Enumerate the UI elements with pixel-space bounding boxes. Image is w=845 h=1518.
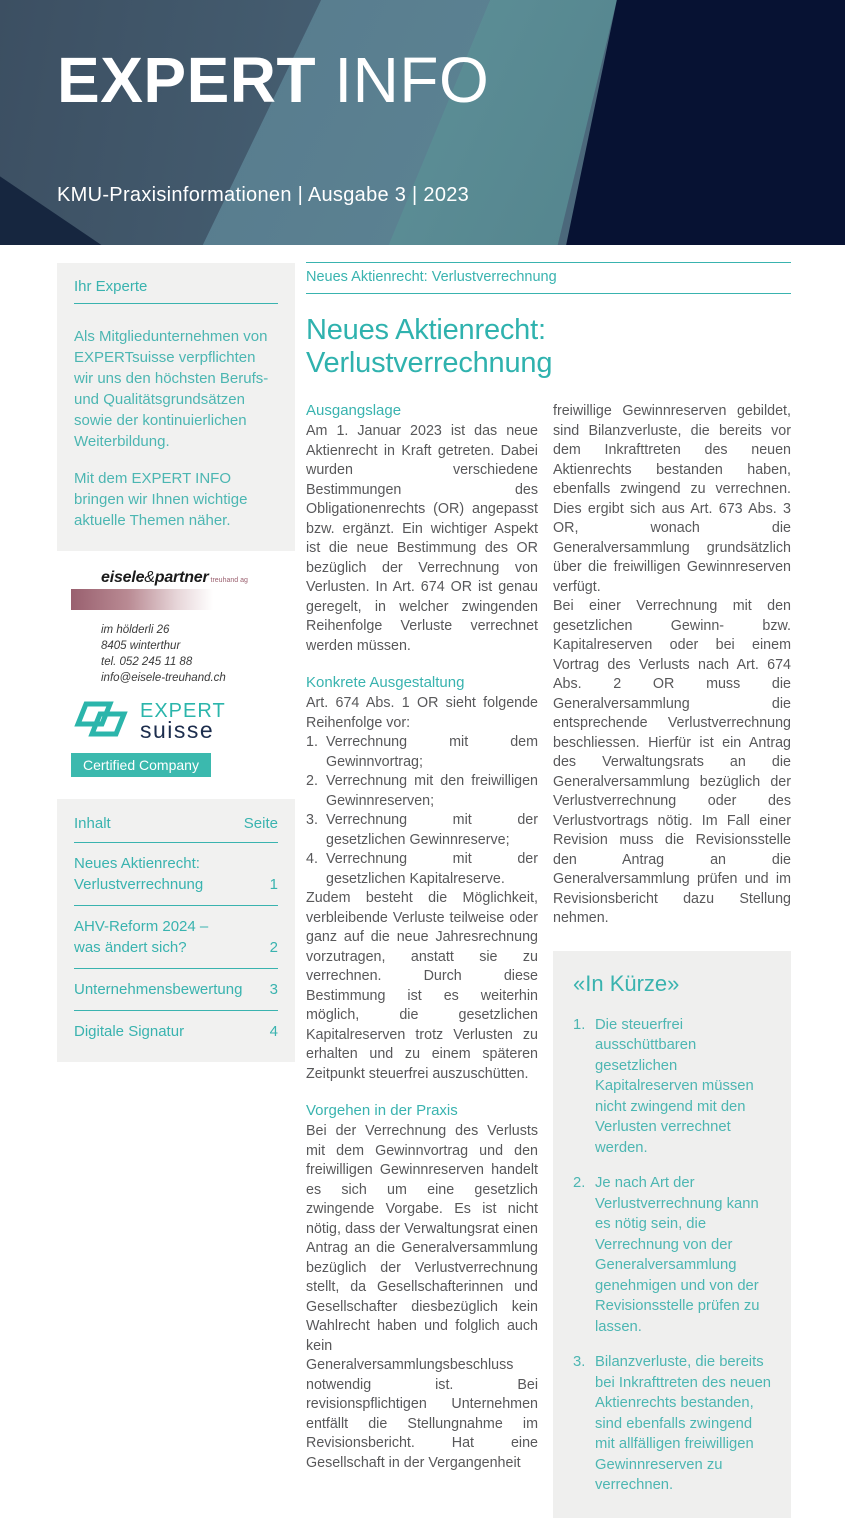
- toc-page-number: 3: [269, 981, 278, 998]
- expert-box-title: Ihr Experte: [74, 278, 278, 304]
- section-outro: Zudem besteht die Möglichkeit, verbleibende Verluste teilweise oder ganz auf die neue Jahresrechnung vorzutragen, anstatt sie zu verrechnen. Durch diese Bestimmung ist es weiterhin möglich, die gesetzlichen Kapitalreserven trotz Verlusten zu erhalten und zu einem späteren Zeitpunkt steuerfrei auszuschütten.: [306, 890, 538, 1082]
- expertsuisse-wordmark: [140, 701, 226, 742]
- verrechnung-ordered-list: [306, 733, 538, 889]
- expertsuisse-weave-icon: [70, 698, 132, 745]
- newsletter-title: [57, 44, 490, 116]
- toc-item-label: was ändert sich?: [74, 939, 187, 956]
- article-column-right: [553, 402, 791, 1518]
- toc-item-aktienrecht[interactable]: [74, 843, 278, 906]
- section-heading: Ausgangslage: [306, 402, 402, 419]
- toc-page-number: 2: [269, 939, 278, 956]
- list-item: Verrechnung mit dem Gewinnvortrag;: [326, 734, 538, 770]
- article-column-left: [306, 402, 538, 1518]
- toc-item-label: Verlustverrechnung: [74, 876, 204, 893]
- toc-header: [74, 815, 278, 843]
- kicker-rule-bottom: [306, 293, 791, 294]
- firm-suffix: treuhand ag: [210, 577, 248, 584]
- in-kuerze-item: Bilanzverluste, die bereits bei Inkrafttreten des neuen Aktienrechts bestanden, sind ebenfalls zwingend mit allfälligen freiwilligen Gewinnreserven zu verrechnen.: [595, 1354, 772, 1493]
- in-kuerze-summary-box: [553, 951, 791, 1518]
- certified-company-badge: Certified Company: [71, 753, 211, 777]
- toc-page-header: Seite: [243, 815, 278, 832]
- section-body: Bei der Verrechnung des Verlusts mit dem Gewinnvortrag und den freiwilligen Gewinnreserven handelt es sich um eine gesetzlich zwingende Vorgabe. Es ist nicht nötig, dass der Verwaltungsrat einen Antrag an die Generalversammlung bezüglich der Verlustverrechnung stellt, da Gesellschafterinnen und Gesellschafter diesbezüglich kein Wahlrecht haben und folglich auch kein Generalversammlungsbeschluss notwendig ist. Bei revisionspflichtigen Unternehmen entfällt die Stellungnahme im Revisionsbericht. Hat eine Gesellschaft in der Vergangenheit: [306, 1123, 538, 1471]
- expert-box-paragraph: Als Mitgliedunternehmen von EXPERTsuisse verpflichten wir uns den höchsten Berufs- und Qualitätsgrundsätzen sowie der kontinuierlichen Weiterbildung.: [74, 328, 269, 450]
- firm-ampersand: &: [144, 569, 155, 586]
- expert-intro-box: [57, 263, 295, 551]
- firm-name-second: partner: [154, 569, 209, 586]
- firm-address: [101, 622, 295, 686]
- address-line-city: 8405 winterthur: [101, 640, 181, 652]
- toc-item-digitale-signatur[interactable]: [74, 1011, 278, 1044]
- section-konkrete-ausgestaltung: [306, 674, 538, 1084]
- toc-title: Inhalt: [74, 815, 111, 832]
- sidebar: [57, 263, 295, 1062]
- address-line-phone: tel. 052 245 11 88: [101, 656, 193, 668]
- address-line-street: im hölderli 26: [101, 624, 170, 636]
- newsletter-header: [0, 0, 845, 245]
- toc-item-label: Digitale Signatur: [74, 1023, 185, 1040]
- firm-logo-block: [57, 551, 295, 777]
- in-kuerze-item: Je nach Art der Verlustverrechnung kann es nötig sein, die Verrechnung von der Generalversammlung genehmigen und von der Revisionsstelle prüfen zu lassen.: [595, 1175, 760, 1335]
- toc-item-unternehmensbewertung[interactable]: [74, 969, 278, 1011]
- article-headline: Neues Aktienrecht: Verlustverrechnung: [306, 314, 553, 379]
- section-heading: Vorgehen in der Praxis: [306, 1102, 458, 1119]
- list-item: Verrechnung mit der gesetzlichen Kapitalreserve.: [326, 851, 538, 887]
- section-body: Am 1. Januar 2023 ist das neue Aktienrecht in Kraft getreten. Dabei wurden verschiedene Bestimmungen des Obligationenrechts (OR) angepasst bzw. ergänzt. Ein wichtiger Aspekt ist die neue Bestimmung des OR bezüglich der Verrechnung von Verlusten. In Art. 674 OR ist genau geregelt, in welcher zwingenden Reihenfolge Verluste verrechnet werden müssen.: [306, 423, 538, 654]
- continuation-paragraph: freiwillige Gewinnreserven gebildet, sind Bilanzverluste, die bereits vor dem Inkrafttreten des neuen Aktienrechts bestanden haben, ebenfalls zwingend zu verrechnen. Dies ergibt sich aus Art. 673 Abs. 3 OR, wonach die Generalversammlung grundsätzlich über die freiwilligen Gewinnreserven verfügt.: [553, 403, 791, 595]
- continuation-paragraph: Bei einer Verrechnung mit den gesetzlichen Gewinn- bzw. Kapitalreserven oder bei einem Vortrag des Verlusts nach Art. 674 Abs. 2 OR muss die Generalversammlung die entsprechende Verlustverrechnung beschliessen. Hierfür ist ein Antrag des Verwaltungsrats an die Generalversammlung bezüglich der Verlustverrechnung oder des Verlustvortrags nötig. Im Fall einer Revision muss die Revisionsstelle den Antrag an die Generalversammlung prüfen und im Revisionsbericht dazu Stellung nehmen.: [553, 598, 791, 926]
- list-item: Verrechnung mit den freiwilligen Gewinnreserven;: [326, 773, 538, 809]
- expert-box-paragraph: Mit dem EXPERT INFO bringen wir Ihnen wichtige aktuelle Themen näher.: [74, 470, 248, 529]
- toc-page-number: 4: [269, 1023, 278, 1040]
- section-ausgangslage: [306, 402, 538, 656]
- title-word-info: INFO: [334, 44, 490, 116]
- firm-gradient-bar: [71, 589, 213, 610]
- list-item: Verrechnung mit der gesetzlichen Gewinnreserve;: [326, 812, 538, 848]
- toc-item-label: Neues Aktienrecht:: [74, 855, 200, 872]
- toc-item-label: Unternehmensbewertung: [74, 981, 243, 998]
- firm-name-first: eisele: [101, 569, 145, 586]
- table-of-contents: [57, 799, 295, 1062]
- title-word-expert: EXPERT: [57, 44, 317, 116]
- section-vorgehen-praxis: [306, 1102, 538, 1473]
- firm-logo: [101, 569, 295, 587]
- toc-item-label: AHV-Reform 2024 –: [74, 918, 209, 935]
- in-kuerze-list: [573, 1015, 773, 1496]
- section-intro: Art. 674 Abs. 1 OR sieht folgende Reihenfolge vor:: [306, 695, 538, 731]
- in-kuerze-item: Die steuerfrei ausschüttbaren gesetzlichen Kapitalreserven müssen nicht zwingend mit den Verlusten verrechnet werden.: [595, 1016, 754, 1156]
- expertsuisse-certification: [57, 698, 295, 777]
- article: [306, 262, 791, 1518]
- article-kicker: Neues Aktienrecht: Verlustverrechnung: [306, 269, 557, 285]
- section-heading: Konkrete Ausgestaltung: [306, 674, 465, 691]
- expertsuisse-brand-top: EXPERT: [140, 700, 226, 722]
- toc-page-number: 1: [269, 876, 278, 893]
- newsletter-subtitle: KMU-Praxisinformationen | Ausgabe 3 | 2023: [57, 184, 470, 206]
- in-kuerze-title: «In Kürze»: [573, 970, 680, 996]
- toc-item-ahv-reform[interactable]: [74, 906, 278, 969]
- address-line-email[interactable]: info@eisele-treuhand.ch: [101, 672, 226, 684]
- expertsuisse-brand-bottom: suisse: [140, 717, 215, 743]
